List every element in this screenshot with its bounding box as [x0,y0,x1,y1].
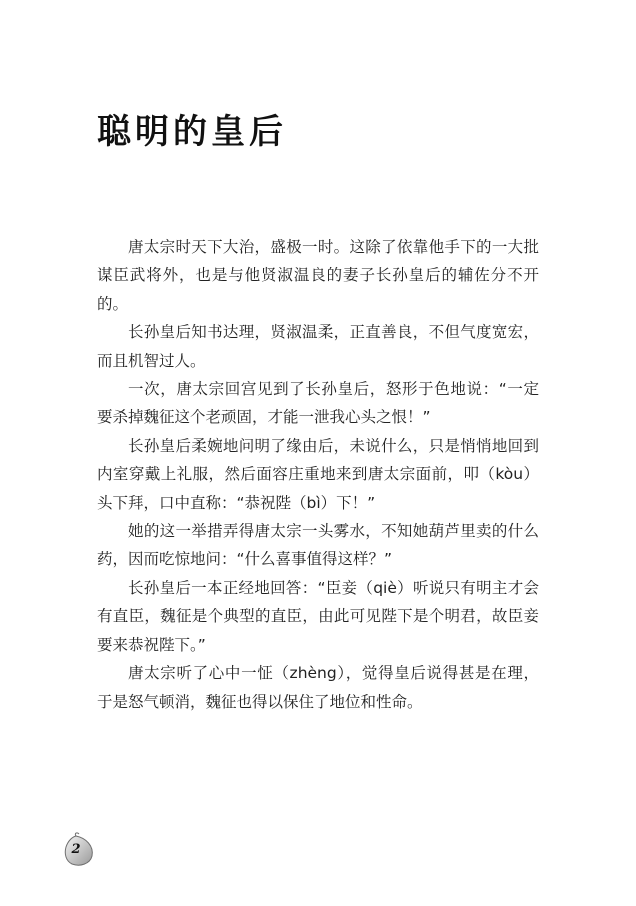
paragraph: 一次，唐太宗回宫见到了长孙皇后，怒形于色地说：“一定要杀掉魏征这个老顽固，才能一泄我心头之恨！” [97,380,539,427]
page-number: 2 [71,842,81,857]
paragraph: 她的这一举措弄得唐太宗一头雾水，不知她葫芦里卖的什么药，因而吃惊地问：“什么喜事值得这样？” [97,522,539,569]
paragraph: 长孙皇后知书达理，贤淑温柔，正直善良，不但气度宽宏，而且机智过人。 [97,323,539,370]
page-number-badge [62,832,96,868]
story-body [97,233,539,716]
chapter-title: 聪明的皇后 [97,112,287,152]
paragraph: 唐太宗听了心中一怔（zhèng），觉得皇后说得甚是在理，于是怒气顿消，魏征也得以保住了地位和性命。 [97,664,539,711]
paragraph: 长孙皇后柔婉地问明了缘由后，未说什么，只是悄悄地回到内室穿戴上礼服，然后面容庄重地来到唐太宗面前，叩（kòu）头下拜，口中直称：“恭祝陛（bì）下！” [97,436,539,512]
paragraph: 唐太宗时天下大治，盛极一时。这除了依靠他手下的一大批谋臣武将外，也是与他贤淑温良的妻子长孙皇后的辅佐分不开的。 [97,238,539,313]
paragraph: 长孙皇后一本正经地回答：“臣妾（qiè）听说只有明主才会有直臣，魏征是个典型的直臣，由此可见陛下是个明君，故臣妾要来恭祝陛下。” [97,578,539,654]
